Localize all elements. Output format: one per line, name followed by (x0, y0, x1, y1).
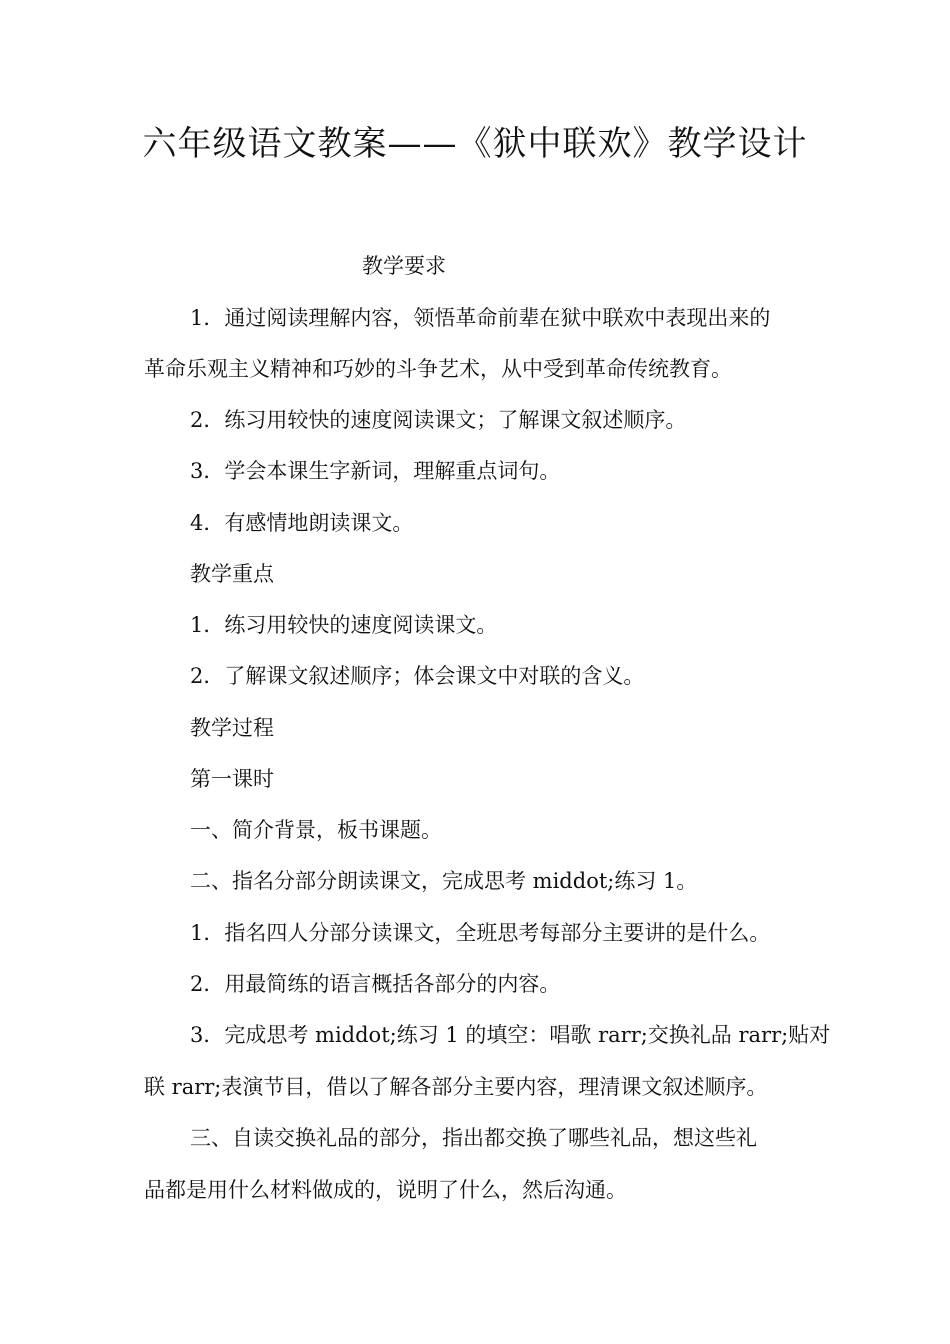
step-2: 二、指名分部分朗读课文，完成思考 middot;练习 1。 (190, 869, 698, 893)
process-heading: 教学过程 (190, 716, 274, 740)
step-2-item-3-line-2: 联 rarr;表演节目，借以了解各部分主要内容，理清课文叙述顺序。 (144, 1075, 768, 1099)
focus-heading: 教学重点 (190, 562, 274, 586)
requirement-1-line-1: 1．通过阅读理解内容，领悟革命前辈在狱中联欢中表现出来的 (190, 306, 771, 330)
focus-1: 1．练习用较快的速度阅读课文。 (190, 613, 498, 637)
step-1: 一、简介背景，板书课题。 (190, 818, 442, 842)
step-2-item-3-line-1: 3．完成思考 middot;练习 1 的填空：唱歌 rarr;交换礼品 rarr;贴对 (190, 1023, 831, 1047)
step-2-item-1: 1．指名四人分部分读课文，全班思考每部分主要讲的是什么。 (190, 921, 771, 945)
requirement-3: 3．学会本课生字新词，理解重点词句。 (190, 459, 561, 483)
requirement-4: 4．有感情地朗读课文。 (190, 511, 414, 535)
lesson-one-heading: 第一课时 (190, 767, 274, 791)
step-2-item-2: 2．用最简练的语言概括各部分的内容。 (190, 972, 561, 996)
focus-2: 2．了解课文叙述顺序；体会课文中对联的含义。 (190, 664, 645, 688)
document-title: 六年级语文教案——《狱中联欢》教学设计 (142, 124, 808, 164)
requirement-1-line-2: 革命乐观主义精神和巧妙的斗争艺术，从中受到革命传统教育。 (144, 357, 732, 381)
requirement-2: 2．练习用较快的速度阅读课文；了解课文叙述顺序。 (190, 408, 687, 432)
step-3-line-2: 品都是用什么材料做成的，说明了什么，然后沟通。 (144, 1178, 627, 1202)
step-3-line-1: 三、自读交换礼品的部分，指出都交换了哪些礼品，想这些礼 (190, 1126, 757, 1150)
requirements-heading: 教学要求 (362, 254, 446, 278)
